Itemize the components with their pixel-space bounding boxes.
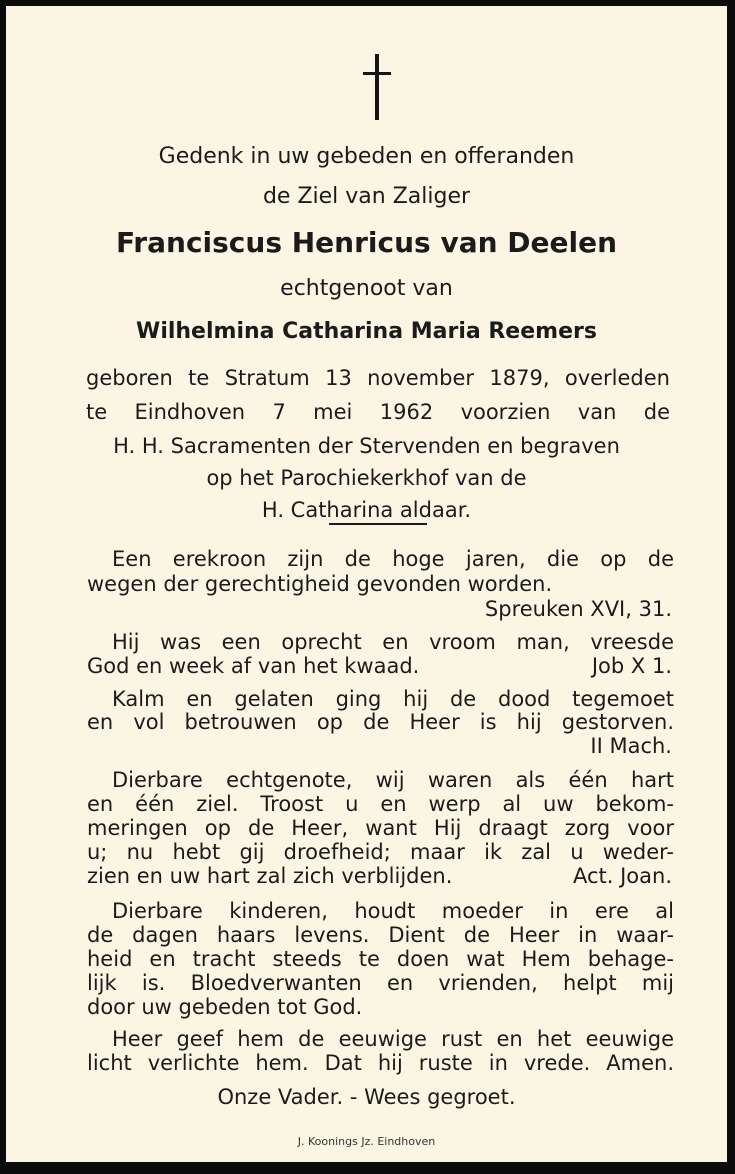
soul-line: de Ziel van Zaliger bbox=[262, 184, 471, 209]
cross-icon bbox=[363, 54, 391, 120]
verse-line: door uw gebeden tot God. bbox=[87, 995, 363, 1019]
verse-line: Een erekroon zijn de hoge jaren, die op de bbox=[112, 547, 674, 571]
intro-line: Gedenk in uw gebeden en offeranden bbox=[158, 144, 575, 169]
spouse-intro: echtgenoot van bbox=[280, 276, 453, 301]
deceased-name: Franciscus Henricus van Deelen bbox=[115, 226, 618, 259]
verse-reference: Spreuken XVI, 31. bbox=[484, 597, 672, 621]
memorial-card bbox=[6, 6, 727, 1162]
verse-line: zien en uw hart zal zich verblijden. bbox=[87, 864, 453, 888]
divider bbox=[329, 523, 427, 525]
verse-line: wegen der gerechtigheid gevonden worden. bbox=[87, 572, 553, 596]
verse-reference: Job X 1. bbox=[591, 654, 672, 678]
bio-line: H. H. Sacramenten der Stervenden en begraven bbox=[113, 434, 620, 458]
verse-line: u; nu hebt gij droefheid; maar ik zal u weder- bbox=[87, 840, 674, 864]
bio-line: te Eindhoven 7 mei 1962 voorzien van de bbox=[86, 400, 670, 424]
verse-reference: II Mach. bbox=[590, 734, 672, 758]
verse-line: en vol betrouwen op de Heer is hij gestorven. bbox=[87, 710, 674, 734]
verse-line: Hij was een oprecht en vroom man, vreesde bbox=[112, 630, 674, 654]
verse-line: en één ziel. Troost u en werp al uw bekom- bbox=[87, 792, 674, 816]
bio-line: H. Catharina aldaar. bbox=[261, 498, 472, 522]
verse-line: Dierbare kinderen, houdt moeder in ere al bbox=[112, 899, 674, 923]
verse-line: heid en tracht steeds te doen wat Hem behage- bbox=[87, 947, 674, 971]
verse-line: lijk is. Bloedverwanten en vrienden, helpt mij bbox=[87, 971, 674, 995]
verse-line: Kalm en gelaten ging hij de dood tegemoet bbox=[112, 687, 674, 711]
verse-line: de dagen haars levens. Dient de Heer in waar- bbox=[87, 923, 674, 947]
bio-line: geboren te Stratum 13 november 1879, overleden bbox=[86, 366, 670, 390]
verse-line: God en week af van het kwaad. bbox=[87, 654, 420, 678]
bio-line: op het Parochiekerkhof van de bbox=[206, 466, 527, 490]
closing-prayers: Onze Vader. - Wees gegroet. bbox=[217, 1085, 516, 1109]
prayer-line: licht verlichte hem. Dat hij ruste in vrede. Amen. bbox=[87, 1051, 674, 1075]
prayer-line: Heer geef hem de eeuwige rust en het eeuwige bbox=[112, 1027, 674, 1051]
verse-line: Dierbare echtgenote, wij waren als één hart bbox=[112, 768, 674, 792]
spouse-name: Wilhelmina Catharina Maria Reemers bbox=[136, 319, 597, 344]
verse-line: meringen op de Heer, want Hij draagt zorg voor bbox=[87, 816, 674, 840]
printer-imprint: J. Koonings Jz. Eindhoven bbox=[297, 1135, 436, 1148]
verse-reference: Act. Joan. bbox=[572, 864, 672, 888]
